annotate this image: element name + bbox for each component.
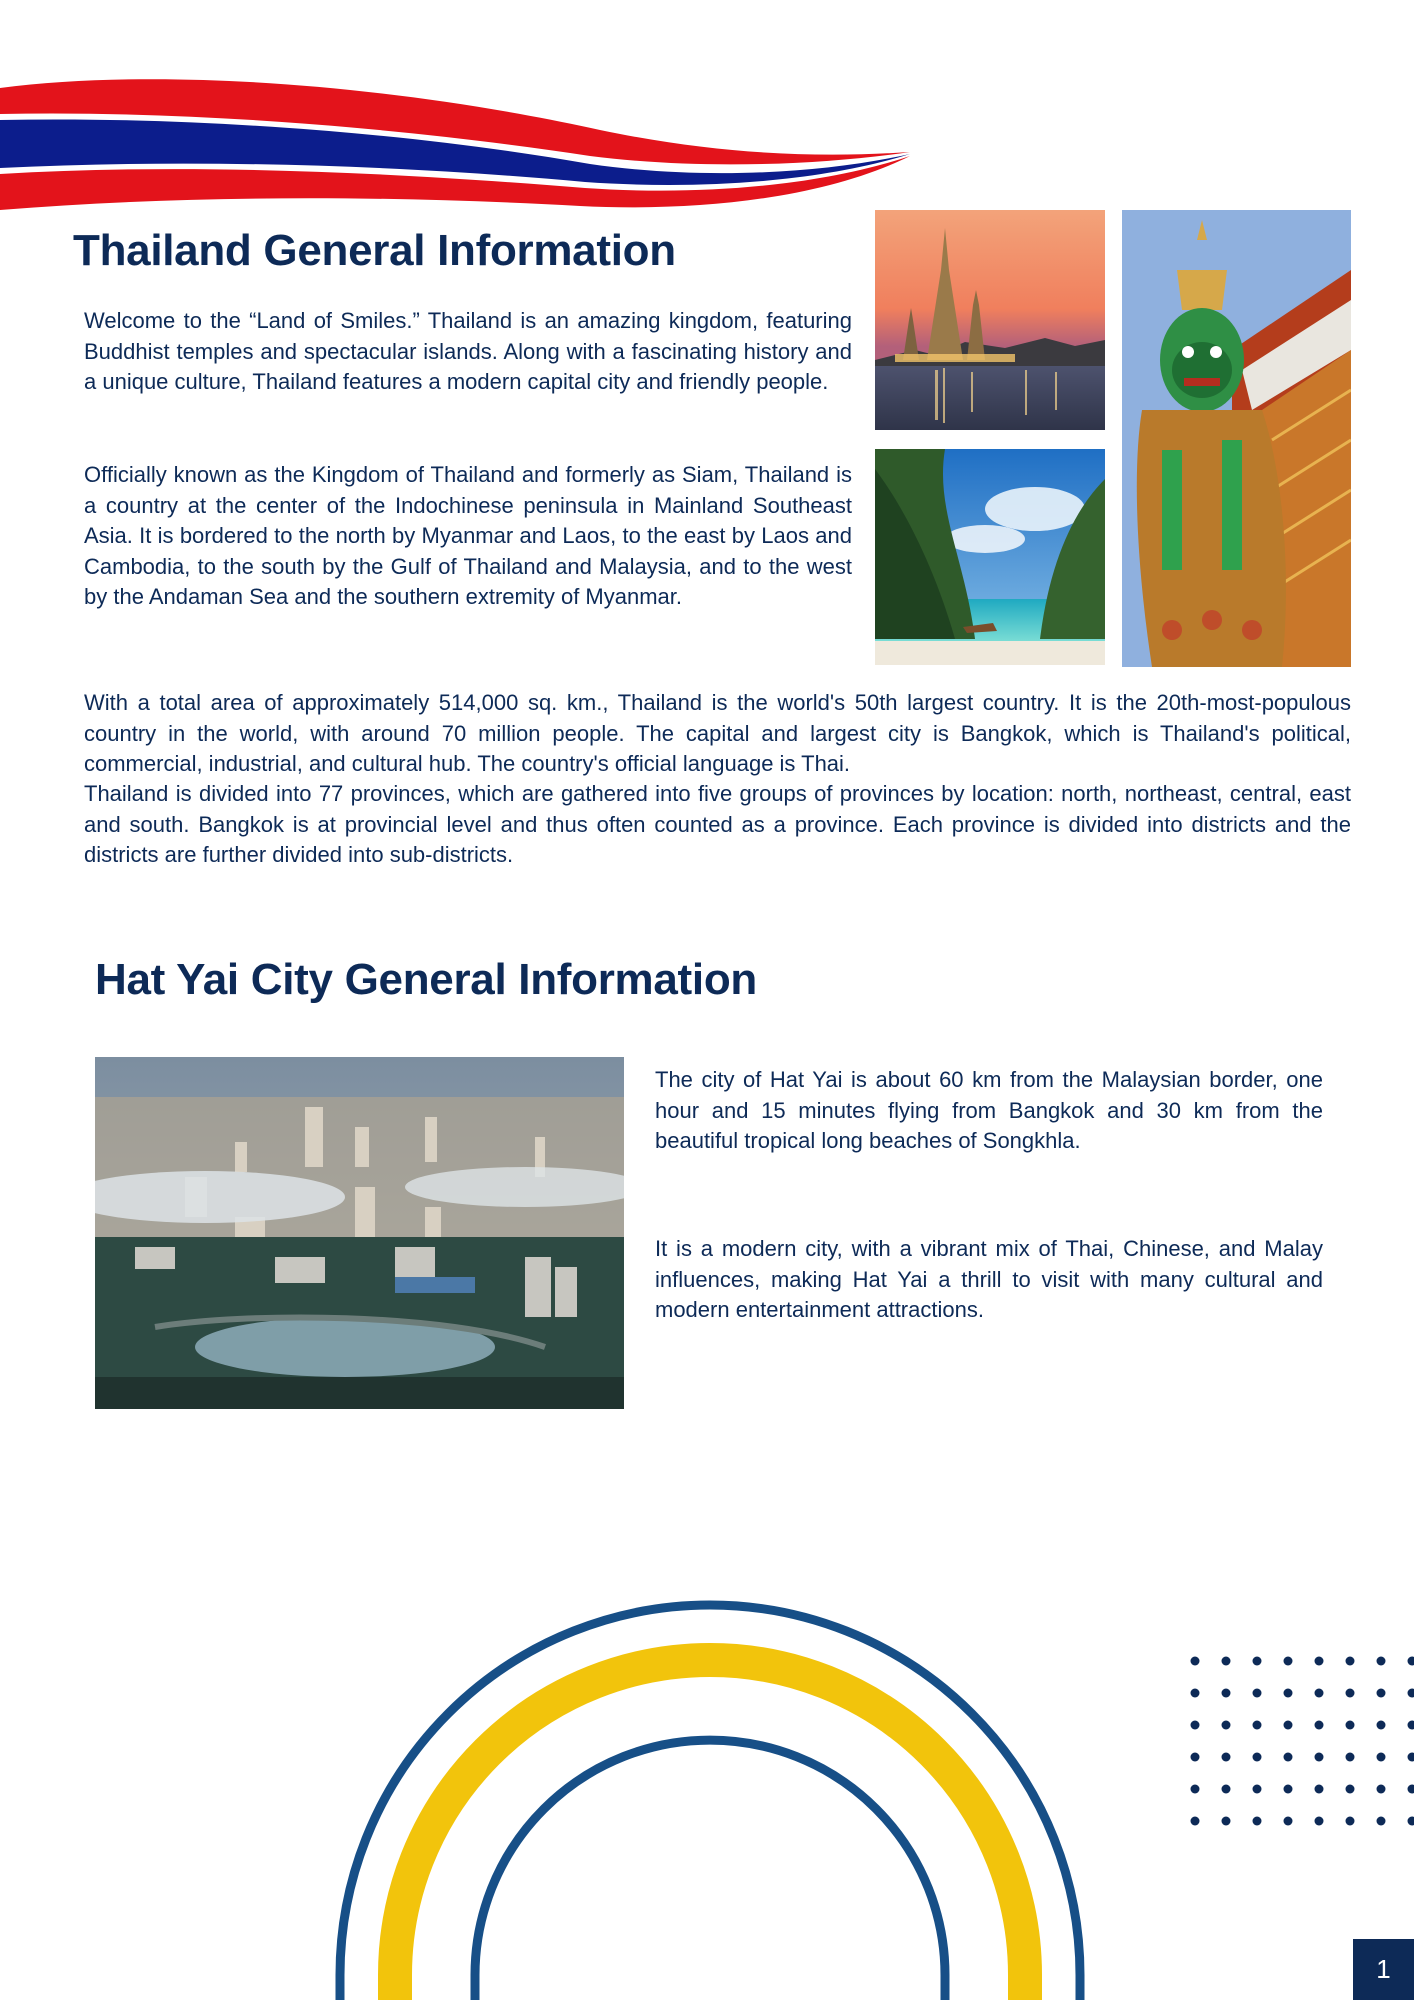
hat-yai-culture-paragraph: It is a modern city, with a vibrant mix of Thai, Chinese, and Malay influences, making Hat Yai a thrill to visit with many cultural and modern entertainment attractions. xyxy=(655,1236,1323,1322)
beach-lagoon-photo xyxy=(875,449,1105,665)
page-title: Thailand General Information xyxy=(73,226,676,275)
decorative-dot-grid xyxy=(1180,1648,1414,1828)
hat-yai-city-photo xyxy=(95,1057,624,1409)
thai-flag-ribbon xyxy=(0,70,920,220)
decorative-arcs xyxy=(320,1590,1100,2000)
intro-paragraph: Welcome to the “Land of Smiles.” Thailand is an amazing kingdom, featuring Buddhist temples and spectacular islands. Along with a fascinating history and a unique culture, Thailand features a modern capital city and friendly people. xyxy=(84,308,852,394)
page-number: 1 xyxy=(1376,1954,1391,1984)
hat-yai-location-paragraph: The city of Hat Yai is about 60 km from the Malaysian border, one hour and 15 minutes flying from Bangkok and 30 km from the beautiful tropical long beaches of Songkhla. xyxy=(655,1067,1323,1153)
temple-sunset-photo xyxy=(875,210,1105,430)
area-paragraph: With a total area of approximately 514,000 sq. km., Thailand is the world's 50th largest country. It is the 20th-most-populous country in the world, with around 70 million people. The capital and largest city is Bangkok, which is Thailand's political, commercial, industrial, and cultural hub. The country's official language is Thai. xyxy=(84,690,1351,776)
geography-paragraph: Officially known as the Kingdom of Thailand and formerly as Siam, Thailand is a country at the center of the Indochinese peninsula in Mainland Southeast Asia. It is bordered to the north by Myanmar and Laos, to the east by Laos and Cambodia, to the south by the Gulf of Thailand and Malaysia, and to the west by the Andaman Sea and the southern extremity of Myanmar. xyxy=(84,462,852,609)
provinces-paragraph: Thailand is divided into 77 provinces, which are gathered into five groups of provinces by location: north, northeast, central, east and south. Bangkok is at provincial level and thus often counted as a province. Each province is divided into districts and the districts are further divided into sub-districts. xyxy=(84,781,1351,867)
section-heading: Hat Yai City General Information xyxy=(95,955,757,1004)
temple-guardian-photo xyxy=(1122,210,1351,667)
page-number-badge xyxy=(1353,1939,1414,2000)
